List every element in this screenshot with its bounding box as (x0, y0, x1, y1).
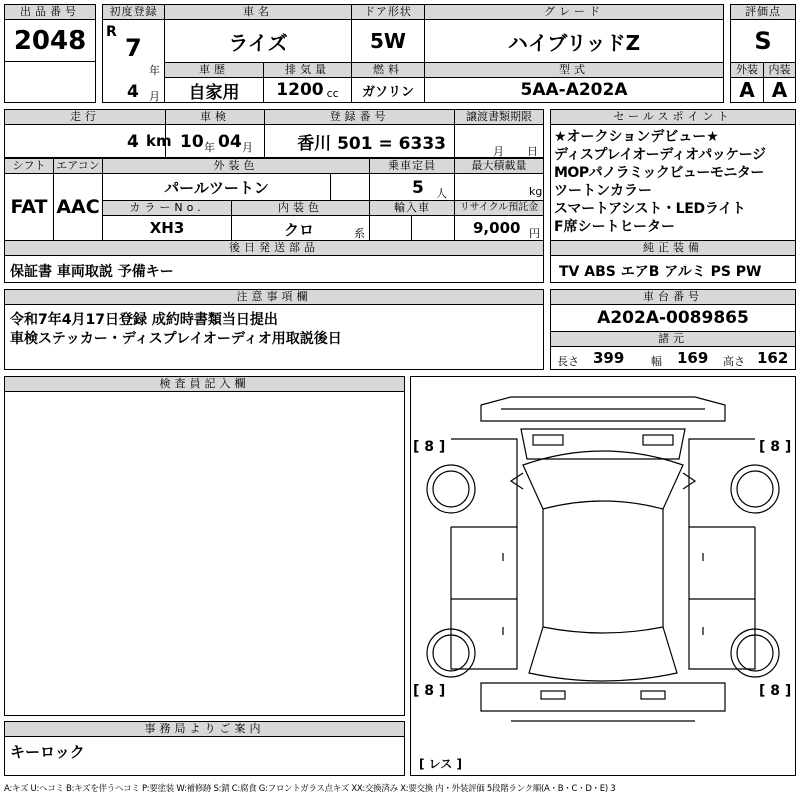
specs-values: 長さ 399 幅 169 高さ 162 (550, 346, 796, 370)
color-blank (330, 173, 370, 201)
transfer-value: 月 日 (454, 124, 544, 158)
import-label: 輸入車 (369, 200, 455, 216)
shift-value: FAT (4, 173, 54, 241)
fuel-value: ガソリン (351, 77, 425, 103)
sales-point-item: MOPパノラミックビューモニター (554, 165, 764, 181)
exterior-label: 外装 (730, 62, 764, 78)
int-color-label: 内装色 (231, 200, 370, 216)
plate-value: 香川 501 = 6333 (264, 124, 455, 158)
first-reg-box (102, 19, 165, 103)
exterior-value: A (730, 77, 764, 103)
sales-points-label: セールスポイント (550, 109, 796, 125)
color-no-label: カラーNo. (102, 200, 232, 216)
chassis-label: 車台番号 (550, 289, 796, 305)
color-label: 外装色 (102, 158, 370, 174)
lot-value: 2048 (4, 19, 96, 62)
notes-value (4, 304, 544, 370)
office-label: 事務局よりご案内 (4, 721, 405, 737)
transfer-label: 譲渡書類期限 (454, 109, 544, 125)
sales-point-item: ディスプレイオーディオパッケージ (554, 147, 766, 163)
first-reg-year: 7 (125, 34, 142, 62)
capacity-value: 5 人 (369, 173, 455, 201)
tire-rear-left: [ 8 ] (413, 683, 446, 699)
recycle-label: リサイクル預託金 (454, 200, 544, 216)
sales-point-item: F席シートヒーター (554, 219, 676, 235)
shift-label: シフト (4, 158, 54, 174)
spare-tire: [ レス ] (419, 757, 462, 771)
door-value: 5W (351, 19, 425, 63)
grade-value: ハイブリッドZ (424, 19, 724, 63)
year-unit: 年 (149, 64, 160, 77)
plate-label: 登録番号 (264, 109, 455, 125)
history-value: 自家用 (164, 77, 264, 103)
displacement-value: 1200 cc (263, 77, 352, 103)
inspection-label: 車検 (165, 109, 265, 125)
notes-line: 令和7年4月17日登録 成約時書類当日提出 (10, 312, 278, 328)
int-color-value: クロ 系 (231, 215, 370, 241)
recycle-value: 9,000 円 (454, 215, 544, 241)
chassis-number: A202A-0089865 (550, 304, 796, 332)
displacement-label: 排気量 (263, 62, 352, 78)
lot-label: 出品番号 (4, 4, 96, 20)
inspector-label: 検査員記入欄 (4, 376, 405, 392)
history-label: 車歴 (164, 62, 264, 78)
import-cell-b (411, 215, 455, 241)
office-value: キーロック (4, 736, 405, 776)
car-name-label: 車名 (164, 4, 352, 20)
accessories-value: 保証書 車両取説 予備キー (4, 255, 544, 283)
inspection-value: 10 年 04 月 (165, 124, 265, 158)
car-diagram (410, 376, 796, 776)
notes-line: 車検ステッカー・ディスプレイオーディオ用取説後日 (10, 331, 342, 347)
tire-front-right: [ 8 ] (759, 439, 792, 455)
import-cell-a (369, 215, 412, 241)
sales-point-item: スマートアシスト・LEDライト (554, 201, 746, 217)
load-value: kg (454, 173, 544, 201)
first-reg-label: 初度登録 (102, 4, 165, 20)
ac-label: エアコン (53, 158, 103, 174)
car-name: ライズ (164, 19, 352, 63)
legend-text: A:キズ U:ヘコミ B:キズを伴うヘコミ P:要塗装 W:補修跡 S:錆 C:腐食 G:フロントガラス点キズ XX:交換済み X:要交換 内・外装評価 5段階ランク順(A・B・C・D・E) 3 (4, 784, 616, 794)
era: R (106, 24, 117, 40)
score-label: 評価点 (730, 4, 796, 20)
fuel-label: 燃料 (351, 62, 425, 78)
notes-label: 注意事項欄 (4, 289, 544, 305)
sales-point-item: ツートンカラー (554, 183, 652, 199)
grade-label: グレード (424, 4, 724, 20)
sales-points-list (550, 124, 796, 241)
score-value: S (730, 19, 796, 63)
tire-rear-right: [ 8 ] (759, 683, 792, 699)
inspector-area (4, 391, 405, 716)
mileage-label: 走行 (4, 109, 166, 125)
door-label: ドア形状 (351, 4, 425, 20)
interior-label: 内装 (763, 62, 796, 78)
model-label: 型式 (424, 62, 724, 78)
lot-blank (4, 61, 96, 103)
model-value: 5AA-A202A (424, 77, 724, 103)
first-reg-month: 4 (127, 82, 139, 102)
interior-value: A (763, 77, 796, 103)
load-label: 最大積載量 (454, 158, 544, 174)
mileage-value: 4 km (4, 124, 166, 158)
capacity-label: 乗車定員 (369, 158, 455, 174)
month-unit: 月 (149, 90, 160, 103)
sales-point-item: ★オークションデビュー★ (554, 129, 719, 145)
equipment-value: TV ABS エアB アルミ PS PW (550, 255, 796, 283)
car-body-outline (411, 377, 795, 775)
color-no-value: XH3 (102, 215, 232, 241)
color-value: パールツートン (102, 173, 331, 201)
accessories-label: 後日発送部品 (4, 240, 544, 256)
equipment-label: 純正装備 (550, 240, 796, 256)
ac-value: AAC (53, 173, 103, 241)
tire-front-left: [ 8 ] (413, 439, 446, 455)
specs-label: 諸元 (550, 331, 796, 347)
